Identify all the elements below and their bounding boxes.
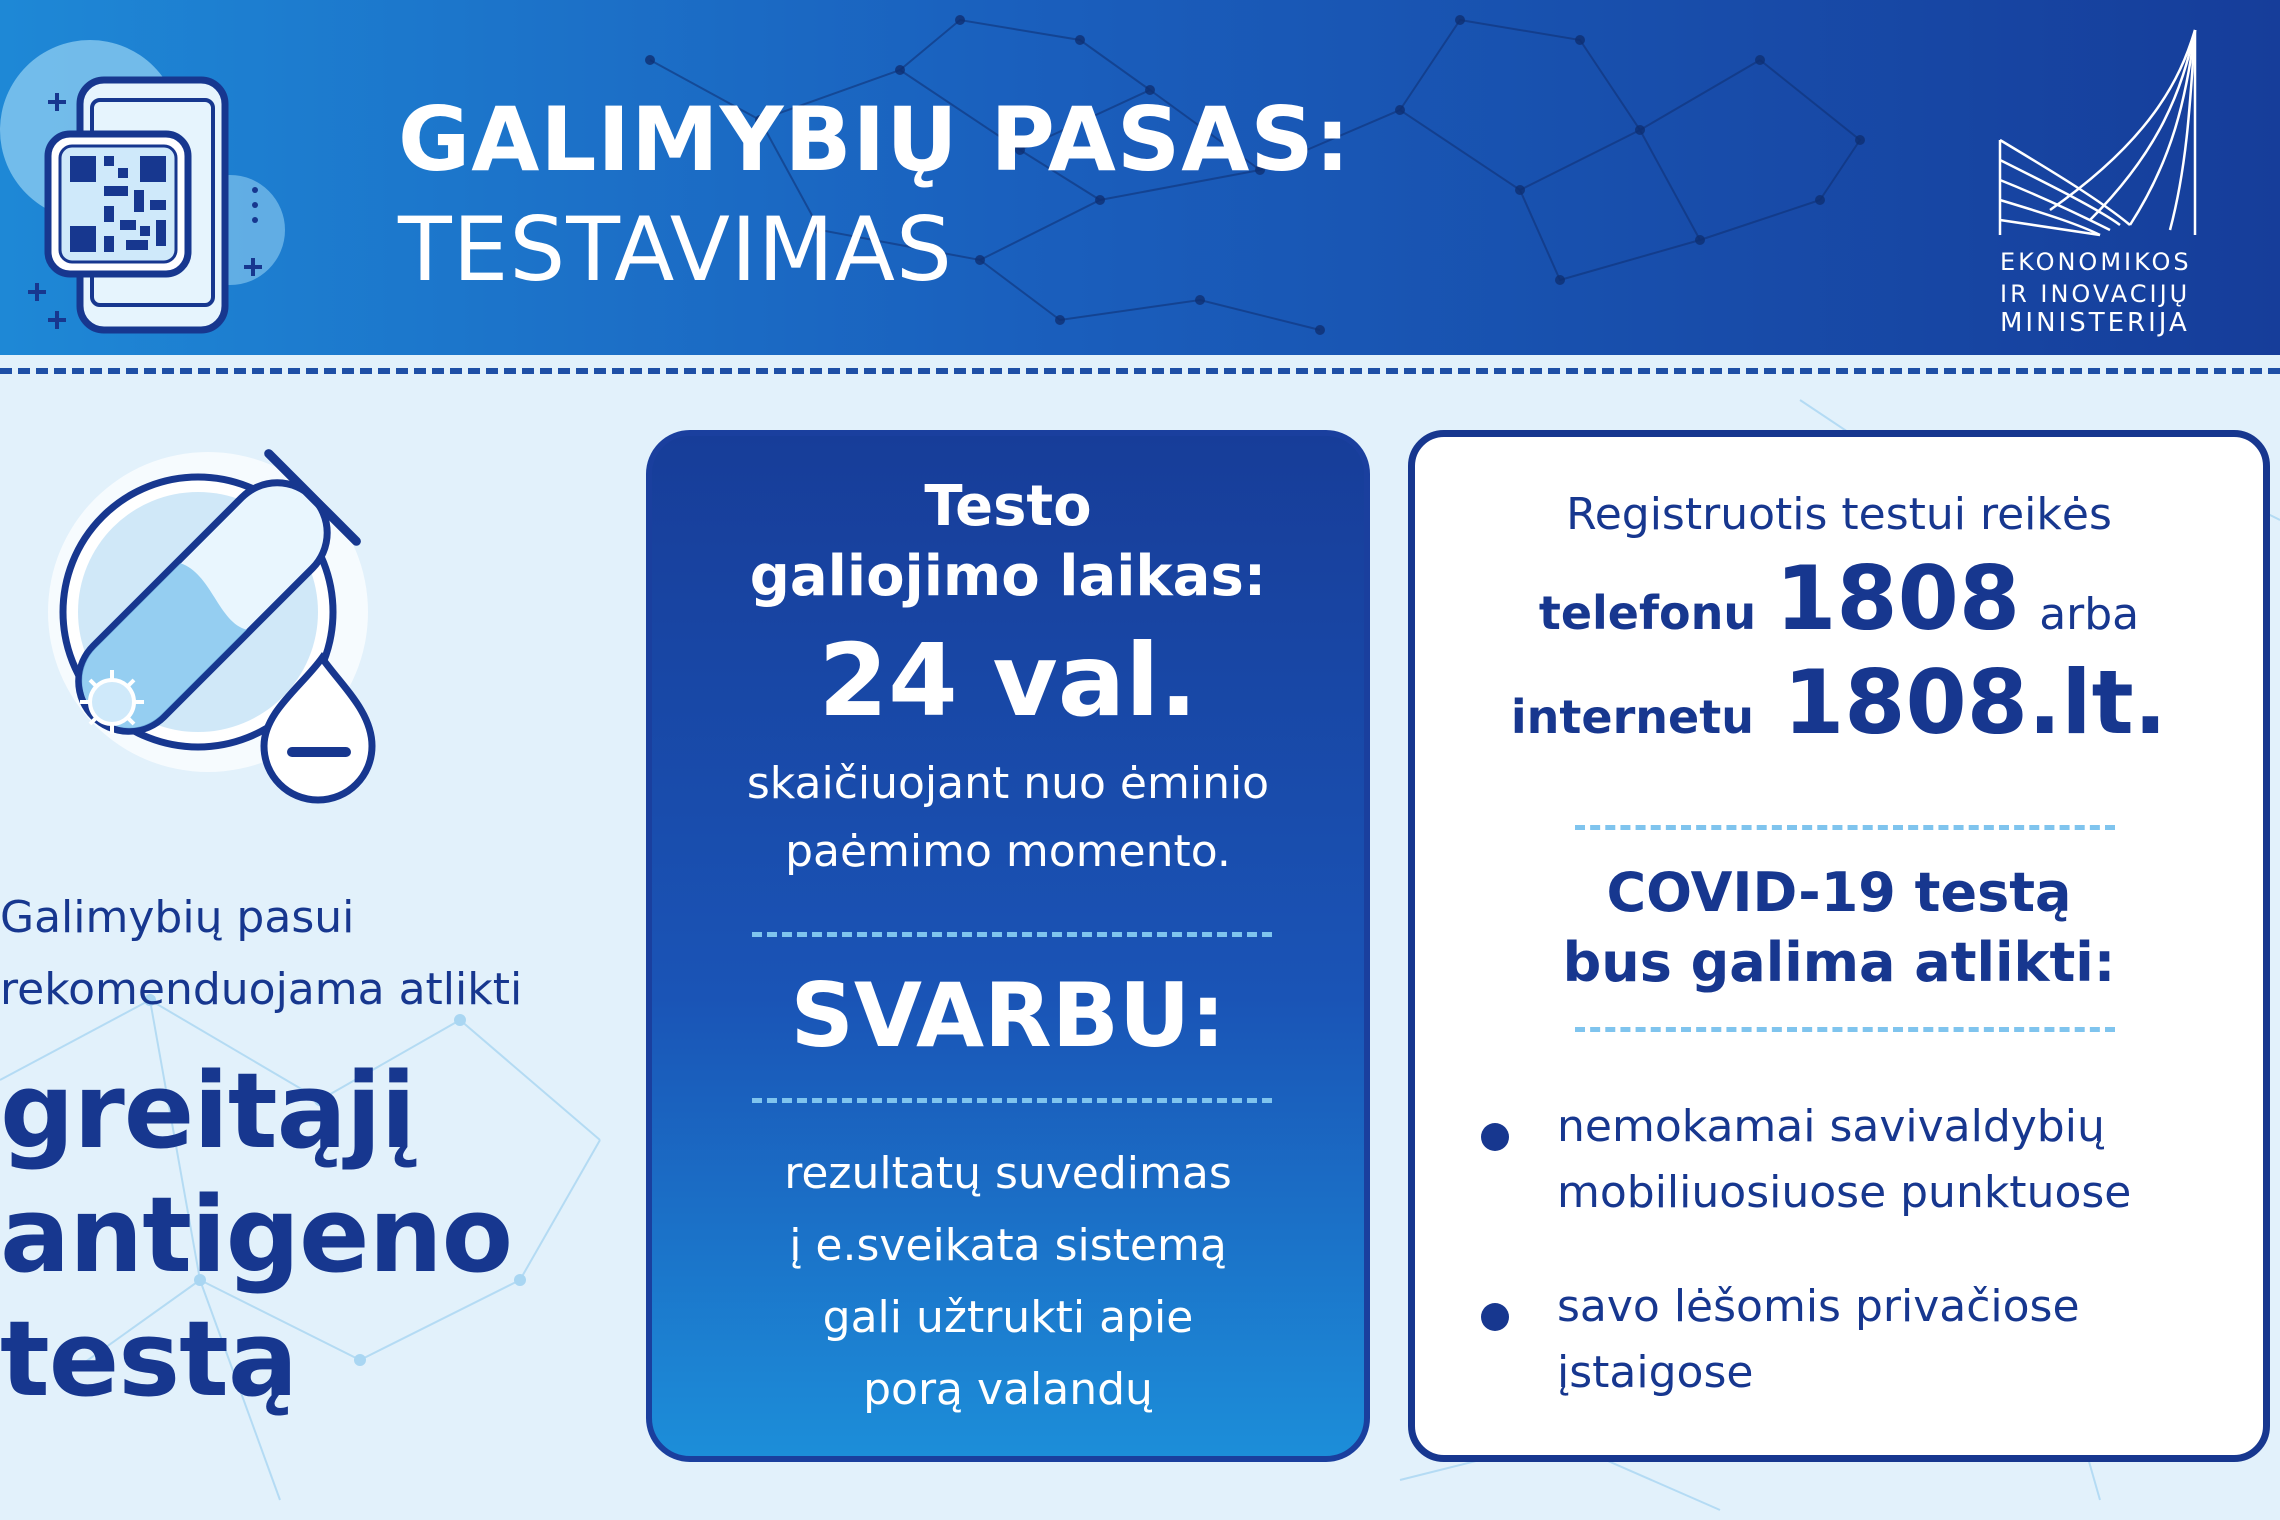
phone-line: [1415, 547, 2263, 650]
bullet-dot: [1481, 1123, 1509, 1151]
logo-text-line1: EKONOMIKOS: [2000, 248, 2192, 276]
page-title-line2: TESTAVIMAS: [398, 198, 953, 301]
bullet1-line1: nemokamai savivaldybių: [1557, 1101, 2105, 1152]
validity-note-line2: paėmimo momento.: [785, 826, 1231, 877]
important-line3: gali užtrukti apie: [822, 1292, 1194, 1343]
important-line4: porą valandų: [863, 1364, 1153, 1415]
validity-duration: 24 val.: [818, 622, 1198, 739]
page-title-line1: GALIMYBIŲ PASAS:: [398, 88, 1351, 191]
header-banner: [0, 0, 2280, 355]
left-intro-line1: Galimybių pasui: [0, 892, 355, 943]
covid-heading-line2: bus galima atlikti:: [1562, 931, 2116, 994]
register-line: Registruotis testui reikės: [1566, 489, 2112, 540]
phone-number: 1808: [1775, 547, 2021, 650]
test-tube-negative-icon: [40, 440, 440, 840]
card-divider: [752, 1098, 1272, 1103]
card-divider: [1575, 1027, 2115, 1032]
left-highlight-line1: greitąjį: [0, 1050, 416, 1172]
validity-note-line1: skaičiuojant nuo ėminio: [746, 758, 1270, 809]
validity-heading-line2: galiojimo laikas:: [749, 544, 1267, 609]
internet-label: internetu: [1510, 690, 1754, 744]
smartphone-qr-code-icon: [0, 40, 300, 340]
or-word: arba: [2039, 589, 2140, 640]
bullet2-line2: įstaigose: [1557, 1347, 1754, 1398]
left-intro-line2: rekomenduojama atlikti: [0, 964, 523, 1015]
bullet-dot: [1481, 1303, 1509, 1331]
covid-heading-line1: COVID-19 testą: [1606, 861, 2072, 924]
card-divider: [1575, 825, 2115, 830]
bullet2-line1: savo lėšomis privačiose: [1557, 1281, 2080, 1332]
important-line1: rezultatų suvedimas: [784, 1148, 1232, 1199]
left-highlight-line2: antigeno: [0, 1174, 513, 1296]
website-line: [1415, 651, 2263, 754]
logo-text-line3: MINISTERIJA: [2000, 308, 2190, 338]
phone-label: telefonu: [1538, 586, 1757, 640]
logo-text-line2: IR INOVACIJŲ: [2000, 280, 2191, 308]
registration-card: [1408, 430, 2270, 1462]
header-divider: [0, 368, 2280, 374]
important-line2: į e.sveikata sistemą: [789, 1220, 1227, 1271]
bullet1-line2: mobiliuosiuose punktuose: [1557, 1167, 2132, 1218]
website-link[interactable]: 1808.lt.: [1783, 651, 2168, 754]
important-heading: SVARBU:: [790, 964, 1226, 1067]
validity-heading-line1: Testo: [924, 474, 1092, 539]
test-validity-card: [646, 430, 1370, 1462]
left-highlight-line3: testą: [0, 1298, 298, 1420]
card-divider: [752, 932, 1272, 937]
